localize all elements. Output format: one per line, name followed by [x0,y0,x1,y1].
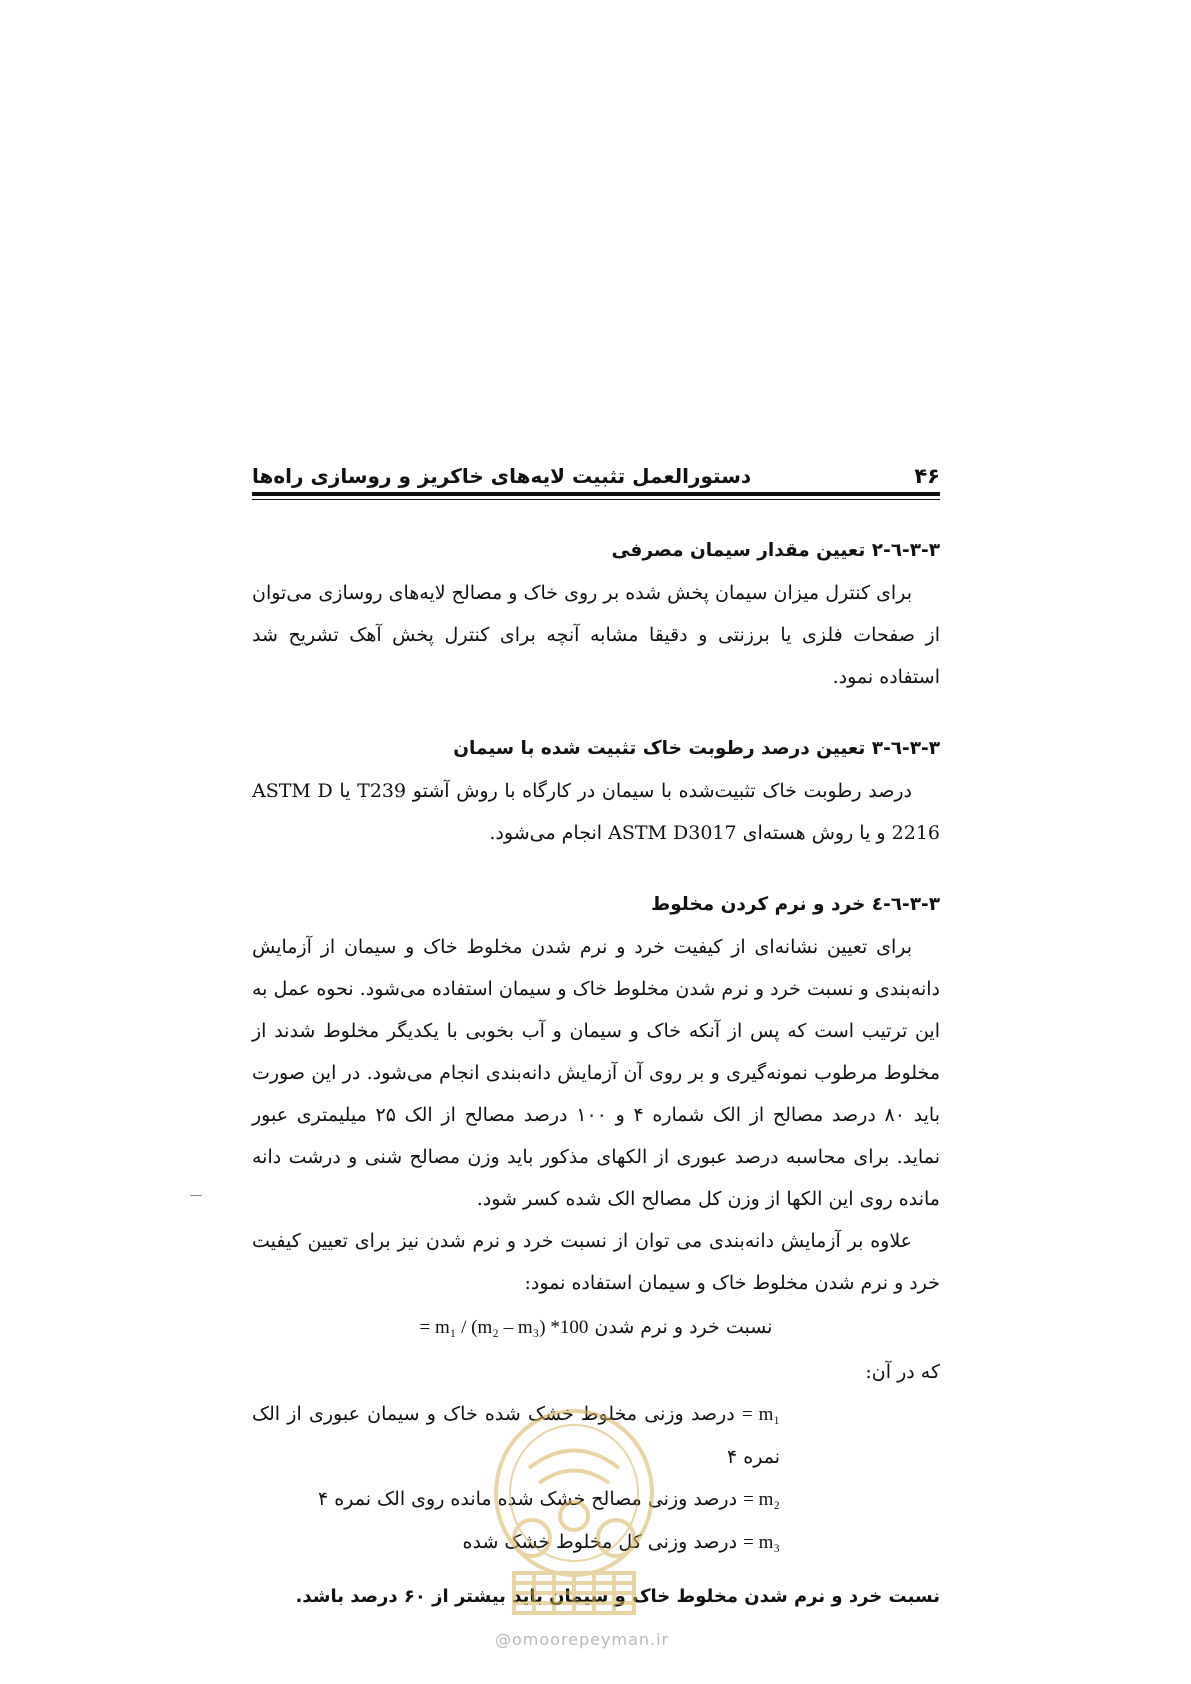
running-title: دستورالعمل تثبیت لایه‌های خاکریز و روسازی راه‌ها [252,464,752,488]
definition-text: درصد وزنی مصالح خشک شده مانده روی الک نمره ۴ [318,1488,738,1510]
definition-text: درصد وزنی کل مخلوط خشک شده [462,1531,738,1553]
definition-text: درصد وزنی مخلوط خشک شده خاک و سیمان عبوری از الک نمره ۴ [252,1403,780,1468]
section-paragraph: علاوه بر آزمایش دانه‌بندی می توان از نسبت خرد و نرم شدن نیز برای تعیین کیفیت خرد و نرم شدن مخلوط خاک و سیمان استفاده نمود: [252,1230,940,1294]
formula-rhs: = m₁ / (m₂ – m₃) *100 [419,1317,589,1338]
formula [252,1306,940,1349]
section-paragraph: برای تعیین نشانه‌ای از کیفیت خرد و نرم شدن مخلوط خاک و سیمان از آزمایش دانه‌بندی و نسبت خرد و نرم شدن مخلوط خاک و سیمان استفاده می‌شود. نحوه عمل به این ترتیب است که پس از آنکه خاک و سیمان و آب بخوبی با یکدیگر مخلوط شدند از مخلوط مرطوب نمونه‌گیری و بر روی آن آزمایش دانه‌بندی انجام می‌شود. در این صورت باید ۸۰ درصد مصالح از الک شماره ۴ و ۱۰۰ درصد مصالح از الک ۲۵ میلیمتری عبور نماید. برای محاسبه درصد عبوری از الکهای مذکور باید وزن مصالح شنی و درشت دانه مانده روی این الکها از وزن کل مصالح الک شده کسر شود. [252,936,940,1210]
margin-mark [190,1195,202,1196]
spacer [252,854,940,874]
section-heading: ۳-۳-٦-۲ تعیین مقدار سیمان مصرفی [611,540,940,561]
header-rule-thin [252,499,940,500]
conclusion: نسبت خرد و نرم شدن مخلوط خاک و سیمان باید بیشتر از ۶۰ درصد باشد. [295,1586,940,1607]
definition-symbol: m₁ = [741,1404,780,1425]
spacer [252,698,940,718]
section-paragraph: برای کنترل میزان سیمان پخش شده بر روی خاک و مصالح لایه‌های روسازی می‌توان از صفحات فلزی یا برزنتی و دقیقا مشابه آنچه برای کنترل پخش آهک تشریح شد استفاده نمود. [252,582,940,688]
watermark-text: @omoorepeyman.ir [495,1630,670,1649]
section-paragraph: درصد رطوبت خاک تثبیت‌شده با سیمان در کارگاه با روش آشتو T239 یا ASTM D 2216 و یا روش هسته‌ای ASTM D3017 انجام می‌شود. [252,780,940,844]
stamp-logo [474,1398,674,1618]
definition-symbol: m₃ = [743,1532,780,1553]
definitions-intro: که در آن: [865,1361,940,1383]
section-heading: ۳-۳-٦-۳ تعیین درصد رطوبت خاک تثبیت شده با سیمان [453,738,940,759]
page-number: ۴۶ [914,464,940,488]
header-rule-thick [252,492,940,496]
formula-lhs: نسبت خرد و نرم شدن [594,1316,773,1338]
section-heading: ۳-۳-٦-٤ خرد و نرم کردن مخلوط [651,894,940,915]
definition-symbol: m₂ = [743,1489,780,1510]
